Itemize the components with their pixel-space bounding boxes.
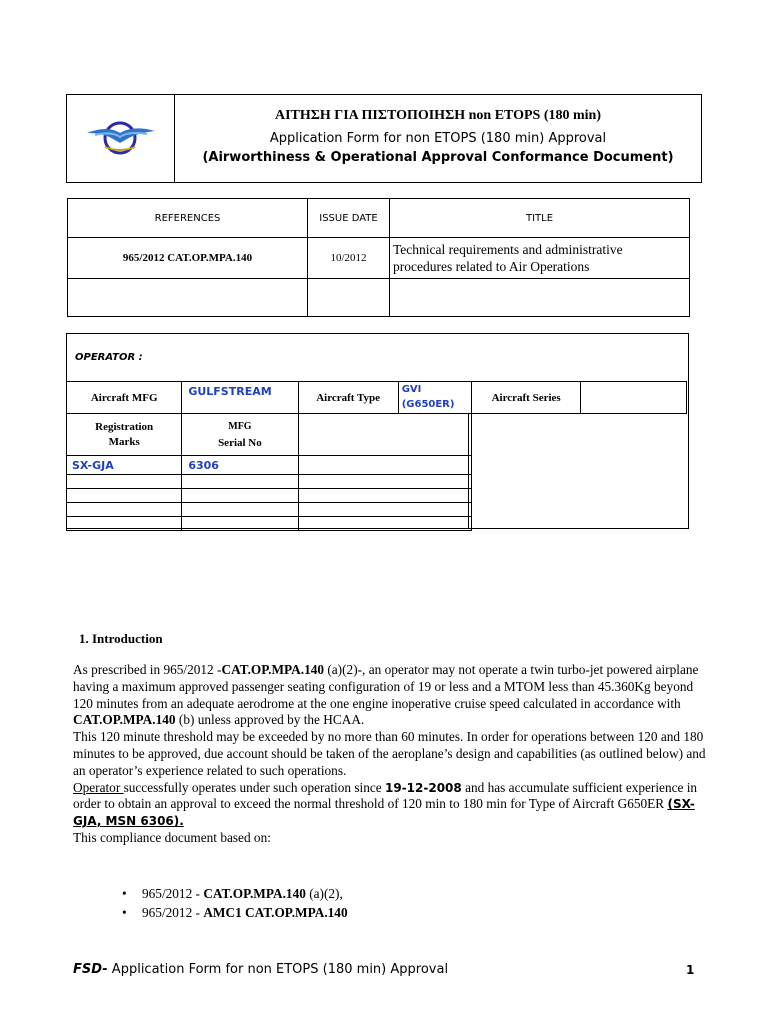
empty-cell bbox=[67, 517, 182, 531]
serial-header bbox=[182, 414, 298, 456]
paragraph-3 bbox=[73, 780, 713, 830]
paragraph-2: This 120 minute threshold may be exceeded by no more than 60 minutes. In order for operations between 120 and 180 minutes to be approved, due account should be taken of the aeroplane’s design and capabilities (as outlined below) and an operator’s experience related to such operations. bbox=[73, 729, 706, 778]
empty-cell bbox=[298, 414, 472, 456]
aircraft-series-value bbox=[581, 382, 687, 414]
aircraft-mfg-value: GULFSTREAM bbox=[188, 385, 272, 398]
document-subtitle: (Airworthiness & Operational Approval Conformance Document) bbox=[202, 150, 674, 165]
empty-cell bbox=[68, 279, 308, 317]
col-references: REFERENCES bbox=[68, 199, 308, 238]
text-run: and has accumulate sufficient experience in order to obtain an approval to exceed the normal threshold of 120 min to 180 min for Type of Aircraft G650ER bbox=[73, 779, 698, 812]
aircraft-mfg-cell bbox=[182, 382, 298, 414]
text-run: 965/2012 - bbox=[142, 905, 204, 920]
empty-cell bbox=[298, 456, 472, 475]
empty-cell bbox=[67, 489, 182, 503]
title-greek: ΑΙΤΗΣΗ ΓΙΑ ΠΙΣΤΟΠΟΙΗΣΗ non ETOPS (180 min) bbox=[274, 108, 602, 123]
bullet-icon: • bbox=[122, 905, 127, 920]
text-run-bold: (SX-GJA, MSN 6306). bbox=[73, 797, 695, 829]
col-issue-date: ISSUE DATE bbox=[308, 199, 390, 238]
issue-date-value: 10/2012 bbox=[308, 238, 390, 279]
aircraft-type-line-2: (G650ER) bbox=[401, 399, 455, 410]
empty-cell bbox=[182, 503, 298, 517]
empty-cell bbox=[308, 279, 390, 317]
registration-value: SX-GJA bbox=[72, 459, 114, 472]
empty-cell bbox=[298, 517, 472, 531]
header-text bbox=[175, 95, 701, 182]
text-run: (a)(2), bbox=[305, 886, 343, 901]
page-number: 1 bbox=[686, 963, 695, 977]
title-value bbox=[390, 238, 690, 279]
aircraft-series-label: Aircraft Series bbox=[472, 382, 581, 414]
aircraft-type-label: Aircraft Type bbox=[298, 382, 398, 414]
title-line-2: procedures related to Air Operations bbox=[393, 259, 590, 274]
text-run-bold: 19-12-2008 bbox=[385, 780, 462, 795]
list-item bbox=[122, 884, 348, 903]
col-title: TITLE bbox=[390, 199, 690, 238]
empty-cell bbox=[298, 489, 472, 503]
registration-label-1: Registration bbox=[95, 420, 154, 433]
empty-cell bbox=[182, 475, 298, 489]
bullet-list bbox=[122, 884, 348, 922]
text-run: (a)(2)-, an operator may not operate a twin turbo-jet powered airplane having a maximum approved passenger seating configuration of 19 or less and a MTOM less than 45.360Kg beyond 120 minutes from an adequate aerodrome at the one engine inoperative cruise speed calculated in accordance with bbox=[73, 662, 699, 711]
document-header bbox=[66, 94, 702, 183]
introduction-body bbox=[73, 662, 713, 847]
text-run-bold: AMC1 CAT.OP.MPA.140 bbox=[203, 905, 348, 920]
page-footer bbox=[73, 962, 448, 977]
serial-cell bbox=[182, 456, 298, 475]
aircraft-series-box bbox=[468, 413, 689, 529]
title-line-1: Technical requirements and administrative bbox=[393, 242, 623, 257]
logo-cell bbox=[67, 95, 175, 182]
empty-cell bbox=[182, 489, 298, 503]
text-run-underline: Operator bbox=[73, 779, 124, 795]
footer-prefix: FSD- bbox=[73, 962, 108, 977]
bird-emblem-icon bbox=[67, 95, 175, 182]
aircraft-type-line-1: GVI bbox=[401, 384, 422, 395]
reference-value: 965/2012 CAT.OP.MPA.140 bbox=[68, 238, 308, 279]
text-run: As prescribed in 965/2012 - bbox=[73, 662, 222, 677]
title-english: Application Form for non ETOPS (180 min) Approval bbox=[269, 131, 607, 146]
text-run: 965/2012 - bbox=[142, 886, 204, 901]
text-run-bold: CAT.OP.MPA.140 bbox=[203, 886, 306, 901]
serial-label-1: MFG bbox=[228, 420, 252, 432]
empty-cell bbox=[298, 503, 472, 517]
text-run: (b) unless approved by the HCAA. bbox=[175, 712, 365, 728]
references-table bbox=[67, 198, 690, 317]
paragraph-4: This compliance document based on: bbox=[73, 829, 271, 845]
registration-header bbox=[67, 414, 182, 456]
footer-text: Application Form for non ETOPS (180 min) Approval bbox=[107, 962, 449, 977]
paragraph-1 bbox=[73, 662, 713, 729]
list-item bbox=[122, 903, 348, 922]
operator-label: OPERATOR : bbox=[75, 352, 143, 363]
text-run-bold: CAT.OP.MPA.140 bbox=[221, 662, 325, 677]
section-heading: 1. Introduction bbox=[79, 631, 163, 646]
empty-cell bbox=[182, 517, 298, 531]
text-run: successfully operates under such operation since bbox=[123, 779, 385, 795]
empty-cell bbox=[67, 503, 182, 517]
text-run-bold: CAT.OP.MPA.140 bbox=[73, 712, 176, 728]
empty-cell bbox=[298, 475, 472, 489]
aircraft-mfg-label: Aircraft MFG bbox=[67, 382, 182, 414]
empty-cell bbox=[390, 279, 690, 317]
empty-cell bbox=[67, 475, 182, 489]
operator-block bbox=[66, 333, 689, 529]
aircraft-type-cell bbox=[398, 382, 471, 414]
serial-label-2: Serial No bbox=[218, 436, 262, 449]
registration-label-2: Marks bbox=[108, 435, 140, 448]
serial-value: 6306 bbox=[188, 459, 219, 472]
registration-cell bbox=[67, 456, 182, 475]
bullet-icon: • bbox=[122, 886, 127, 901]
